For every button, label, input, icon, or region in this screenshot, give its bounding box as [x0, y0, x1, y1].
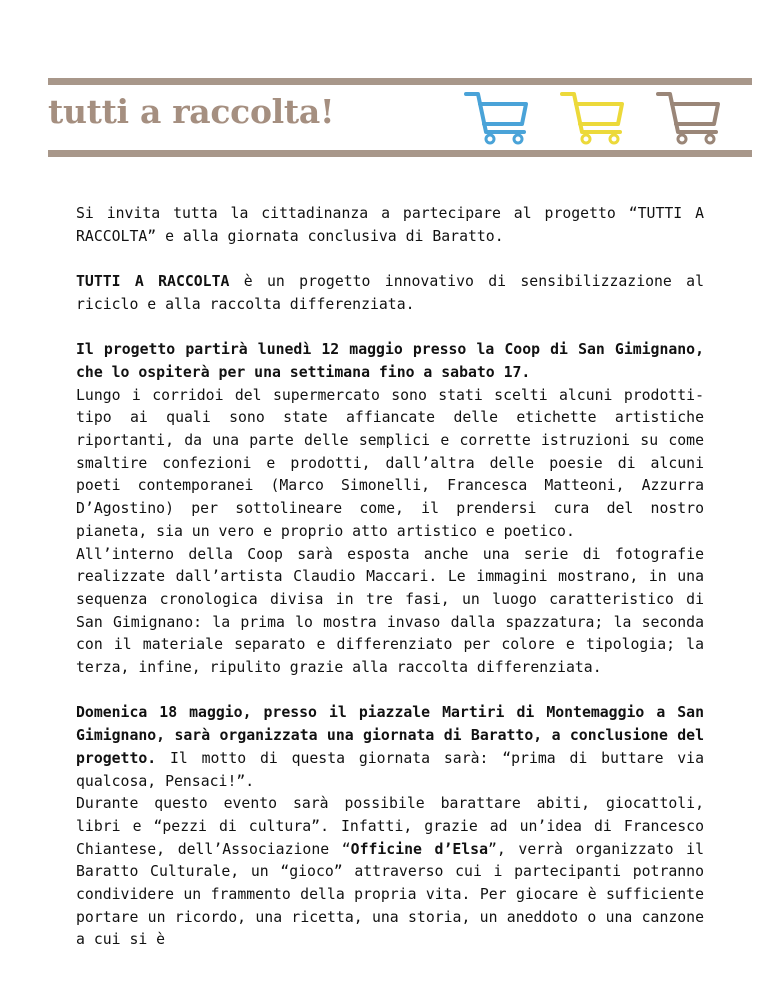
barter-text-a: Durante questo evento sarà possibile barattare abiti, giocattoli, libri e “pezzi di cultura”. Infatti, grazie ad un’idea di Francesco Chiantese, dell’Associazione “: [76, 795, 704, 858]
cart-icons: [462, 88, 752, 148]
project-paragraph: [76, 271, 704, 316]
photos-paragraph: All’interno della Coop sarà esposta anche una serie di fotografie realizzate dall’artista Claudio Maccari. Le immagini mostrano, in una sequenza cronologica divisa in tre fasi, un luogo caratteristico di San Gimignano: la prima lo mostra invaso dalla spazzatura; la seconda con il materiale separato e differenziato per colore e tipologia; la terza, infine, ripulito grazie alla raccolta differenziata.: [76, 545, 704, 677]
document-body: [76, 203, 704, 952]
header-band: [48, 78, 752, 156]
shopping-cart-icon: [462, 88, 534, 146]
barter-text-b: ”, verrà organizzato il Baratto Culturale, un “gioco” attraverso cui i partecipanti potranno condividere un frammento della propria vita. Per giocare è sufficiente portare un ricordo, una ricetta, una storia, un aneddoto o una canzone a cui si è: [76, 840, 704, 949]
labels-paragraph: Lungo i corridoi del supermercato sono stati scelti alcuni prodotti-tipo ai quali sono state affiancate delle etichette artistiche riportanti, da una parte delle semplici e corrette istruzioni su come smaltire confezioni e prodotti, dall’altra delle poesie di alcuni poeti contemporanei (Marco Simonelli, Francesca Matteoni, Azzurra D’Agostino) per sottolineare come, il prendersi cura del nostro pianeta, sia un vero e proprio atto artistico e poetico.: [76, 386, 704, 540]
project-description: è un progetto innovativo di sensibilizzazione al riciclo e alla raccolta differenziata.: [76, 273, 704, 313]
project-name: TUTTI A RACCOLTA: [76, 273, 230, 291]
shopping-cart-icon: [558, 88, 630, 146]
association-name: Officine d’Elsa: [350, 840, 488, 858]
event-paragraph: [76, 702, 704, 793]
page-title: tutti a raccolta!: [48, 92, 335, 131]
shopping-cart-icon: [654, 88, 726, 146]
barter-paragraph: [76, 793, 704, 952]
start-date-paragraph: Il progetto partirà lunedì 12 maggio presso la Coop di San Gimignano, che lo ospiterà per una settimana fino a sabato 17.: [76, 341, 704, 381]
event-motto: Il motto di questa giornata sarà: “prima di buttare via qualcosa, Pensaci!”.: [76, 749, 704, 790]
header-top-rule: [48, 78, 752, 85]
header-bottom-rule: [48, 150, 752, 157]
intro-paragraph: Si invita tutta la cittadinanza a partecipare al progetto “TUTTI A RACCOLTA” e alla giornata conclusiva di Baratto.: [76, 205, 704, 245]
event-highlight: Domenica 18 maggio, presso il piazzale Martiri di Montemaggio a San Gimignano, sarà organizzata una giornata di Baratto, a conclusione del progetto.: [76, 704, 704, 767]
